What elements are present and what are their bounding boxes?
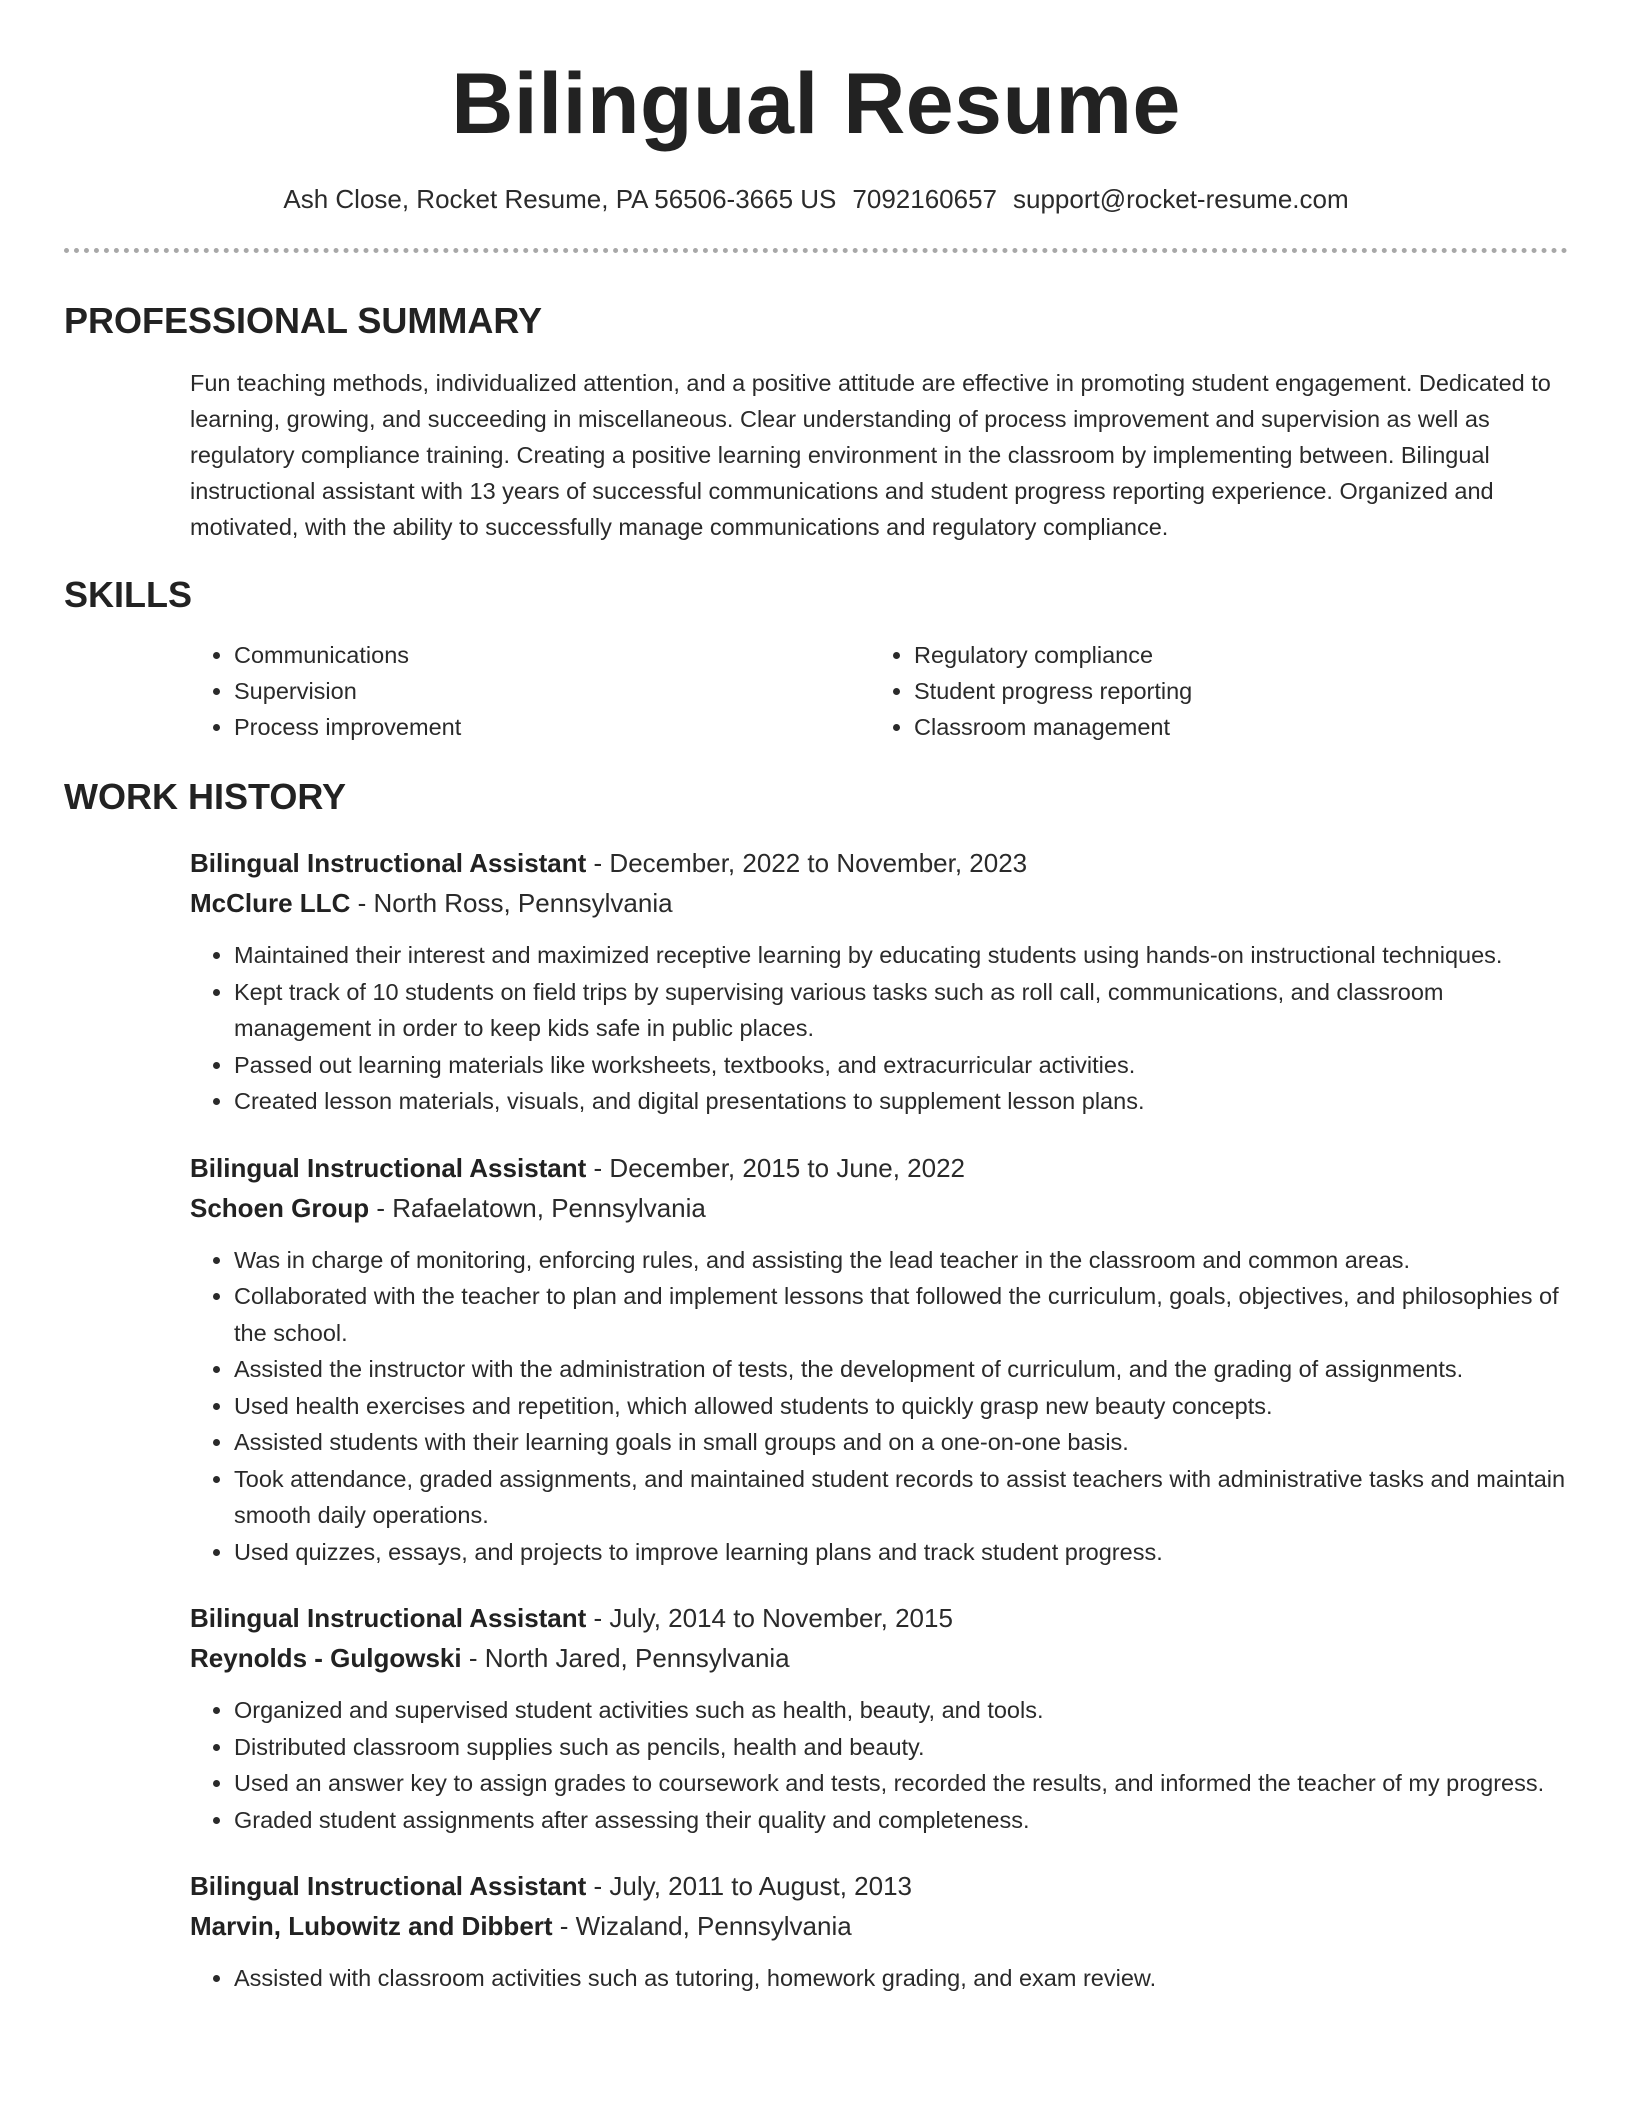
job-bullet: • Kept track of 10 students on field trips by supervising various tasks such as roll call, communications, and classroom management in order to keep kids safe in public places. [234, 974, 1568, 1047]
job-dates: - December, 2015 to June, 2022 [586, 1152, 966, 1183]
resume-name: Bilingual Resume [451, 56, 1181, 152]
job-bullet: • Assisted the instructor with the administration of tests, the development of curriculum, and the grading of assignments. [234, 1351, 1568, 1388]
job-role: Bilingual Instructional Assistant [190, 848, 587, 878]
job-bullets [190, 1692, 1568, 1838]
job-location: - North Jared, Pennsylvania [461, 1643, 790, 1673]
job-dates: - December, 2022 to November, 2023 [586, 848, 1028, 878]
job-bullet: • Passed out learning materials like worksheets, textbooks, and extracurricular activities. [234, 1047, 1568, 1084]
skill-item: • Supervision [234, 673, 870, 709]
job-location: - Rafaelatown, Pennsylvania [369, 1192, 706, 1223]
section-title-summary: PROFESSIONAL SUMMARY [64, 300, 543, 341]
job-dates: - July, 2011 to August, 2013 [586, 1871, 913, 1901]
skill-item: • Classroom management [914, 709, 1550, 745]
job-location: - North Ross, Pennsylvania [350, 888, 673, 918]
job-company-line [190, 1188, 1568, 1228]
header-divider [64, 248, 1568, 253]
summary-text: Fun teaching methods, individualized attention, and a positive attitude are effective in promoting student engagement. Dedicated to learning, growing, and succeeding in miscellaneous. Clear understanding of process improvement and supervision as well as regulatory compliance training. Creating a positive learning environment in the classroom by implementing between. Bilingual instructional assistant with 13 years of successful communications and student progress reporting experience. Organized and motivated, with the ability to successfully manage communications and regulatory compliance. [190, 370, 1551, 540]
job-bullet: • Used quizzes, essays, and projects to improve learning plans and track student progress. [234, 1534, 1568, 1571]
job-company: Schoen Group [190, 1192, 370, 1223]
job-bullets [190, 1960, 1568, 1997]
job-company: Marvin, Lubowitz and Dibbert [190, 1911, 553, 1941]
job-role: Bilingual Instructional Assistant [190, 1603, 587, 1633]
job-bullet: • Maintained their interest and maximized receptive learning by educating students using hands-on instructional techniques. [234, 937, 1568, 974]
job-company: McClure LLC [190, 888, 351, 918]
contact-address: Ash Close, Rocket Resume, PA 56506-3665 US [283, 184, 837, 214]
job-location: - Wizaland, Pennsylvania [552, 1911, 852, 1941]
skills-column-right [870, 637, 1550, 745]
job-bullet: • Took attendance, graded assignments, and maintained student records to assist teachers with administrative tasks and maintain smooth daily operations. [234, 1461, 1568, 1534]
job-bullet: • Used health exercises and repetition, which allowed students to quickly grasp new beauty concepts. [234, 1388, 1568, 1425]
job-title-line [190, 1148, 1568, 1188]
job-bullets [190, 1242, 1568, 1571]
job-entry [190, 1598, 1568, 1838]
skill-item: • Communications [234, 637, 870, 673]
job-company: Reynolds - Gulgowski [190, 1643, 462, 1673]
skill-item: • Regulatory compliance [914, 637, 1550, 673]
job-entry [190, 843, 1568, 1120]
job-entry [190, 1148, 1568, 1571]
job-bullet: • Collaborated with the teacher to plan and implement lessons that followed the curriculum, goals, objectives, and philosophies of the school. [234, 1278, 1568, 1351]
job-dates: - July, 2014 to November, 2015 [586, 1603, 953, 1633]
job-role: Bilingual Instructional Assistant [190, 1152, 587, 1183]
job-bullet: • Graded student assignments after assessing their quality and completeness. [234, 1802, 1568, 1839]
resume-page [64, 0, 1568, 1997]
job-bullets [190, 937, 1568, 1120]
job-bullet: • Assisted students with their learning goals in small groups and on a one-on-one basis. [234, 1424, 1568, 1461]
job-title-line [190, 843, 1568, 883]
job-bullet: • Assisted with classroom activities such as tutoring, homework grading, and exam review. [234, 1960, 1568, 1997]
job-bullet: • Used an answer key to assign grades to coursework and tests, recorded the results, and informed the teacher of my progress. [234, 1765, 1568, 1802]
section-title-work-history: WORK HISTORY [64, 776, 347, 817]
job-bullet: • Was in charge of monitoring, enforcing rules, and assisting the lead teacher in the classroom and common areas. [234, 1242, 1568, 1279]
skill-item: • Student progress reporting [914, 673, 1550, 709]
skill-item: • Process improvement [234, 709, 870, 745]
job-company-line [190, 883, 1568, 923]
job-company-line [190, 1638, 1568, 1678]
contact-phone: 7092160657 [852, 184, 998, 214]
job-title-line [190, 1598, 1568, 1638]
job-company-line [190, 1906, 1568, 1946]
contact-email[interactable]: support@rocket-resume.com [1013, 184, 1349, 214]
skills-column-left [190, 637, 870, 745]
job-role: Bilingual Instructional Assistant [190, 1871, 587, 1901]
job-bullet: • Created lesson materials, visuals, and digital presentations to supplement lesson plans. [234, 1083, 1568, 1120]
contact-line [64, 182, 1568, 216]
job-entry [190, 1866, 1568, 1997]
job-title-line [190, 1866, 1568, 1906]
job-bullet: • Organized and supervised student activities such as health, beauty, and tools. [234, 1692, 1568, 1729]
skills-list [190, 637, 1568, 745]
section-title-skills: SKILLS [64, 574, 193, 615]
job-bullet: • Distributed classroom supplies such as pencils, health and beauty. [234, 1729, 1568, 1766]
